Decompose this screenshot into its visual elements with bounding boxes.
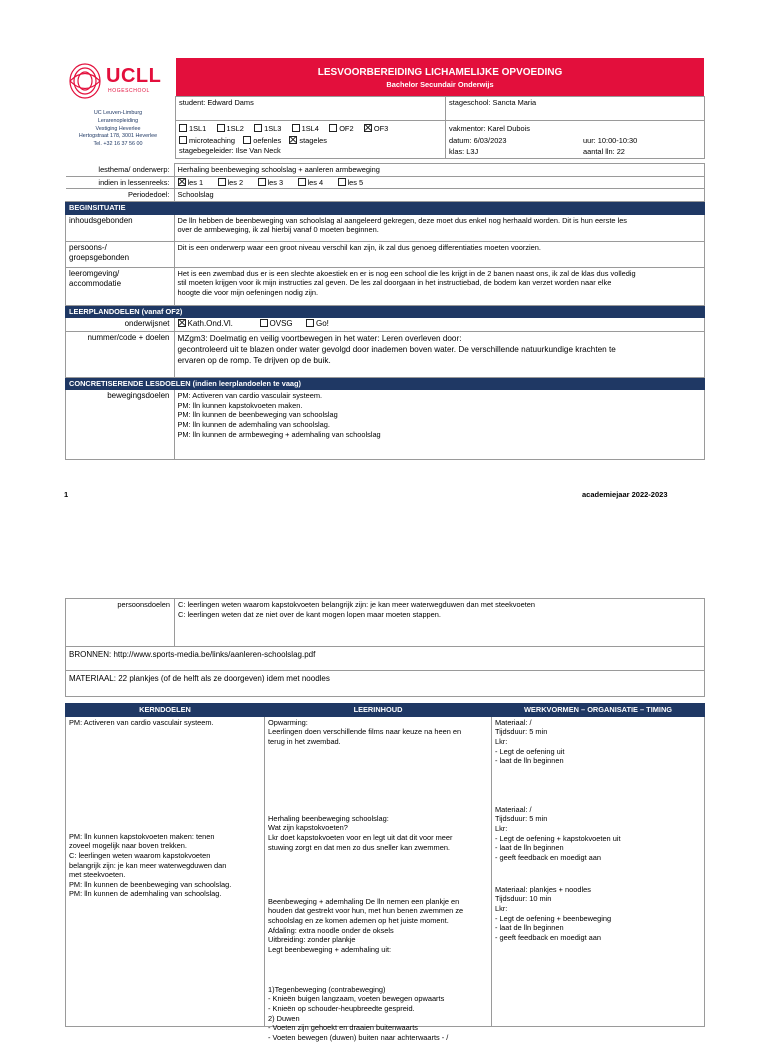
werk-block-b: Materiaal: / Tijdsduur: 5 min Lkr: - Legt de oefening + kapstokvoeten uit - laat de lln beginnen - geeft feedback en moedigt aan	[495, 804, 621, 862]
inhoud-block-c: Beenbeweging + ademhaling De lln nemen een plankje en houden dat gestrekt voor hun, met hun benen zwemmen ze schoolslag en ze komen ademen op het juiste moment. Afdaling: extra noodle onder de oksels Uitbreiding: zonder plankje Legt beenbeweging + ademhaling uit:	[268, 896, 464, 954]
checkbox-1sl2[interactable]: 1SL2	[217, 124, 244, 133]
beweging-text: PM: Activeren van cardio vasculair systeem. PM: lln kunnen kapstokvoeten maken. PM: lln kunnen de beenbeweging van schoolslag PM: lln kunnen de ademhaling van schoolslag. PM: lln kunnen de armbeweging + ademhaling van schoolslag	[174, 390, 705, 460]
beweging-label: bewegingsdoelen	[66, 390, 175, 460]
omgeving-label: leeromgeving/ accommodatie	[66, 267, 175, 305]
werkvormen-cell	[492, 716, 705, 1026]
doel-text: MZgm3: Doelmatig en veilig voortbewegen in het water: Leren overleven door: gecontroleerd uit te blazen onder water gevolgd door inademen boven water. De verschillende natuurkundige krachten te ervaren op de romp. Te drijven op de buik.	[174, 331, 705, 377]
checkbox-les4[interactable]: les 4	[298, 178, 324, 187]
checkbox-of3[interactable]: OF3	[364, 124, 388, 133]
address-line: Lerarenopleiding	[97, 117, 139, 124]
werk-block-a: Materiaal: / Tijdsduur: 5 min Lkr: - Legt de oefening uit - laat de lln beginnen	[495, 717, 565, 766]
logo-subtext: HOGESCHOOL	[108, 88, 150, 94]
lesson-table	[65, 163, 705, 460]
materiaal: MATERIAAL: 22 plankjes (of de helft als ze doorgeven) idem met noodles	[66, 671, 705, 697]
logo-text: UCLL	[106, 65, 162, 87]
datum: datum: 6/03/2023	[449, 135, 507, 145]
student-name: student: Edward Dams	[179, 98, 254, 107]
details-cell	[446, 121, 705, 159]
persoon-label: persoons-/ groepsgebonden	[66, 241, 175, 267]
stagebegeleider: stagebegeleider: Ilse Van Neck	[179, 146, 281, 156]
checkbox-1sl3[interactable]: 1SL3	[254, 124, 281, 133]
checkbox-kathond[interactable]: Kath.Ond.Vl.	[178, 319, 233, 328]
net-checks	[174, 318, 705, 331]
inhoud-block-d: 1)Tegenbeweging (contrabeweging) - Knieën buigen langzaam, voeten bewegen opwaarts - Knieën op schouder-heupbreedte gespreid. 2) Duwen - Voeten zijn gehoekt en draaien buitenwaarts - Voeten bewegen (duwen) buiten naar achterwaarts - /	[268, 984, 449, 1042]
checkbox-les3[interactable]: les 3	[258, 178, 284, 187]
address-line: UC Leuven-Limburg	[93, 110, 143, 116]
checkbox-les2[interactable]: les 2	[218, 178, 244, 187]
periodedoel-value: Schoolslag	[174, 189, 705, 202]
lesthema-value: Herhaling beenbeweging schoolslag + aanleren armbeweging	[174, 164, 705, 177]
omgeving-text: Het is een zwembad dus er is een slechte akoestiek en er is nog een school die les krijgt in de 2 banen naast ons, ik zal de klas dus volledig stil moeten krijgen voor ik mijn instructies zal geven. De les zal doorgaan in het instructiebad, de bodem kan verzet worden naar elke hoogte die voor mijn oefeningen nodig zijn.	[174, 267, 705, 305]
inhoud-label: inhoudsgebonden	[66, 214, 175, 241]
inhoud-text: De lln hebben de beenbeweging van schoolslag al aangeleerd gekregen, deze moet dus enkel nog herhaald worden. Dit is hun eerste les over de armbeweging, ik zal hierbij vanaf 0 moeten beginnen.	[174, 214, 705, 241]
page-number: 1	[64, 490, 69, 499]
leerinhoud-cell	[265, 716, 492, 1042]
ucll-logo-icon	[68, 62, 102, 100]
page2-top-table	[65, 598, 705, 697]
page-subtitle: Bachelor Secundair Onderwijs	[386, 80, 494, 89]
title-bar	[176, 58, 704, 96]
persoon-text: Dit is een onderwerp waar een groot niveau verschil kan zijn, ik zal dus genoeg differentiaties moeten voorzien.	[174, 241, 705, 267]
school-address	[62, 110, 174, 149]
checkbox-ovsg[interactable]: OVSG	[260, 319, 293, 328]
level-checks-cell	[176, 121, 446, 159]
reeks-checks	[174, 176, 705, 189]
student-cell	[176, 97, 446, 121]
leerplan-header: LEERPLANDOELEN (vanaf OF2)	[66, 305, 705, 318]
kerndoelen-cell	[66, 716, 265, 1026]
nummer-label: nummer/code + doelen	[66, 331, 175, 377]
bronnen: BRONNEN: http://www.sports-media.be/links/aanleren-schoolslag.pdf	[66, 647, 705, 671]
checkbox-go[interactable]: Go!	[306, 319, 329, 328]
stageschool: stageschool: Sancta Maria	[449, 98, 537, 107]
address-line: Hertogstraat 178, 3001 Heverlee	[78, 133, 158, 140]
checkbox-of2[interactable]: OF2	[329, 124, 353, 133]
col-header-werkvormen: WERKVORMEN – ORGANISATIE – TIMING	[492, 704, 705, 717]
periodedoel-label: Periodedoel:	[66, 189, 175, 202]
info-table	[175, 96, 705, 159]
checkbox-stageles[interactable]: stageles	[289, 136, 327, 145]
inhoud-block-b: Herhaling beenbeweging schoolslag: Wat zijn kapstokvoeten? Lkr doet kapstokvoeten voor en legt uit dat dit voor meer stuwing zorgt en dat men zo dus sneller kan zwemmen.	[268, 813, 453, 852]
persoonsdoelen-text: C: leerlingen weten waarom kapstokvoeten belangrijk zijn: je kan meer waterwegduwen dan met steekvoeten C: leerlingen weten dat ze niet over de kant mogen lopen maar moeten stappen.	[175, 599, 705, 647]
checkbox-les5[interactable]: les 5	[338, 178, 364, 187]
logo-block	[62, 58, 174, 176]
beginsituatie-header: BEGINSITUATIE	[66, 201, 705, 214]
klas: klas: L3J	[449, 146, 479, 156]
kern-block-a: PM: Activeren van cardio vasculair systeem.	[69, 717, 214, 727]
checkbox-les1[interactable]: les 1	[178, 178, 204, 187]
net-label: onderwijsnet	[66, 318, 175, 331]
checkbox-1sl1[interactable]: 1SL1	[179, 124, 206, 133]
checkbox-1sl4[interactable]: 1SL4	[292, 124, 319, 133]
inhoud-block-a: Opwarming: Leerlingen doen verschillende films naar keuze na heen en terug in het zwembad.	[268, 717, 462, 746]
vakmentor: vakmentor: Karel Dubois	[449, 124, 530, 133]
concreet-header: CONCRETISERENDE LESDOELEN (indien leerplandoelen te vaag)	[66, 377, 705, 390]
academic-year: academiejaar 2022-2023	[582, 490, 668, 499]
uur: uur: 10:00-10:30	[583, 135, 638, 145]
checkbox-oefenles[interactable]: oefenles	[243, 136, 281, 145]
werk-block-c: Materiaal: plankjes + noodles Tijdsduur: 10 min Lkr: - Legt de oefening + beenbeweging - laat de lln beginnen - geeft feedback en moedigt aan	[495, 884, 612, 942]
col-header-kerndoelen: KERNDOELEN	[66, 704, 265, 717]
reeks-label: indien in lessenreeks:	[66, 176, 175, 189]
checkbox-microteaching[interactable]: microteaching	[179, 136, 235, 145]
lesson-plan-table	[65, 703, 705, 1042]
aantal-lln: aantal lln: 22	[583, 146, 625, 156]
page-title: LESVOORBEREIDING LICHAMELIJKE OPVOEDING	[317, 67, 563, 78]
col-header-leerinhoud: LEERINHOUD	[265, 704, 492, 717]
stageschool-cell	[446, 97, 705, 121]
address-line: Tel. +32 16 37 56 00	[93, 141, 143, 148]
kern-block-b: PM: lln kunnen kapstokvoeten maken: tenen zoveel mogelijk naar boven trekken. C: leerlingen weten waarom kapstokvoeten belangrijk zijn: je kan meer waterwegduwen dan met steekvoeten. PM: lln kunnen de beenbeweging van schoolslag. PM: lln kunnen de ademhaling van schoolslag.	[69, 831, 232, 899]
persoonsdoelen-label: persoonsdoelen	[66, 599, 175, 647]
address-line: Vestiging Heverlee	[95, 125, 141, 132]
lesthema-label: lesthema/ onderwerp:	[66, 164, 175, 177]
